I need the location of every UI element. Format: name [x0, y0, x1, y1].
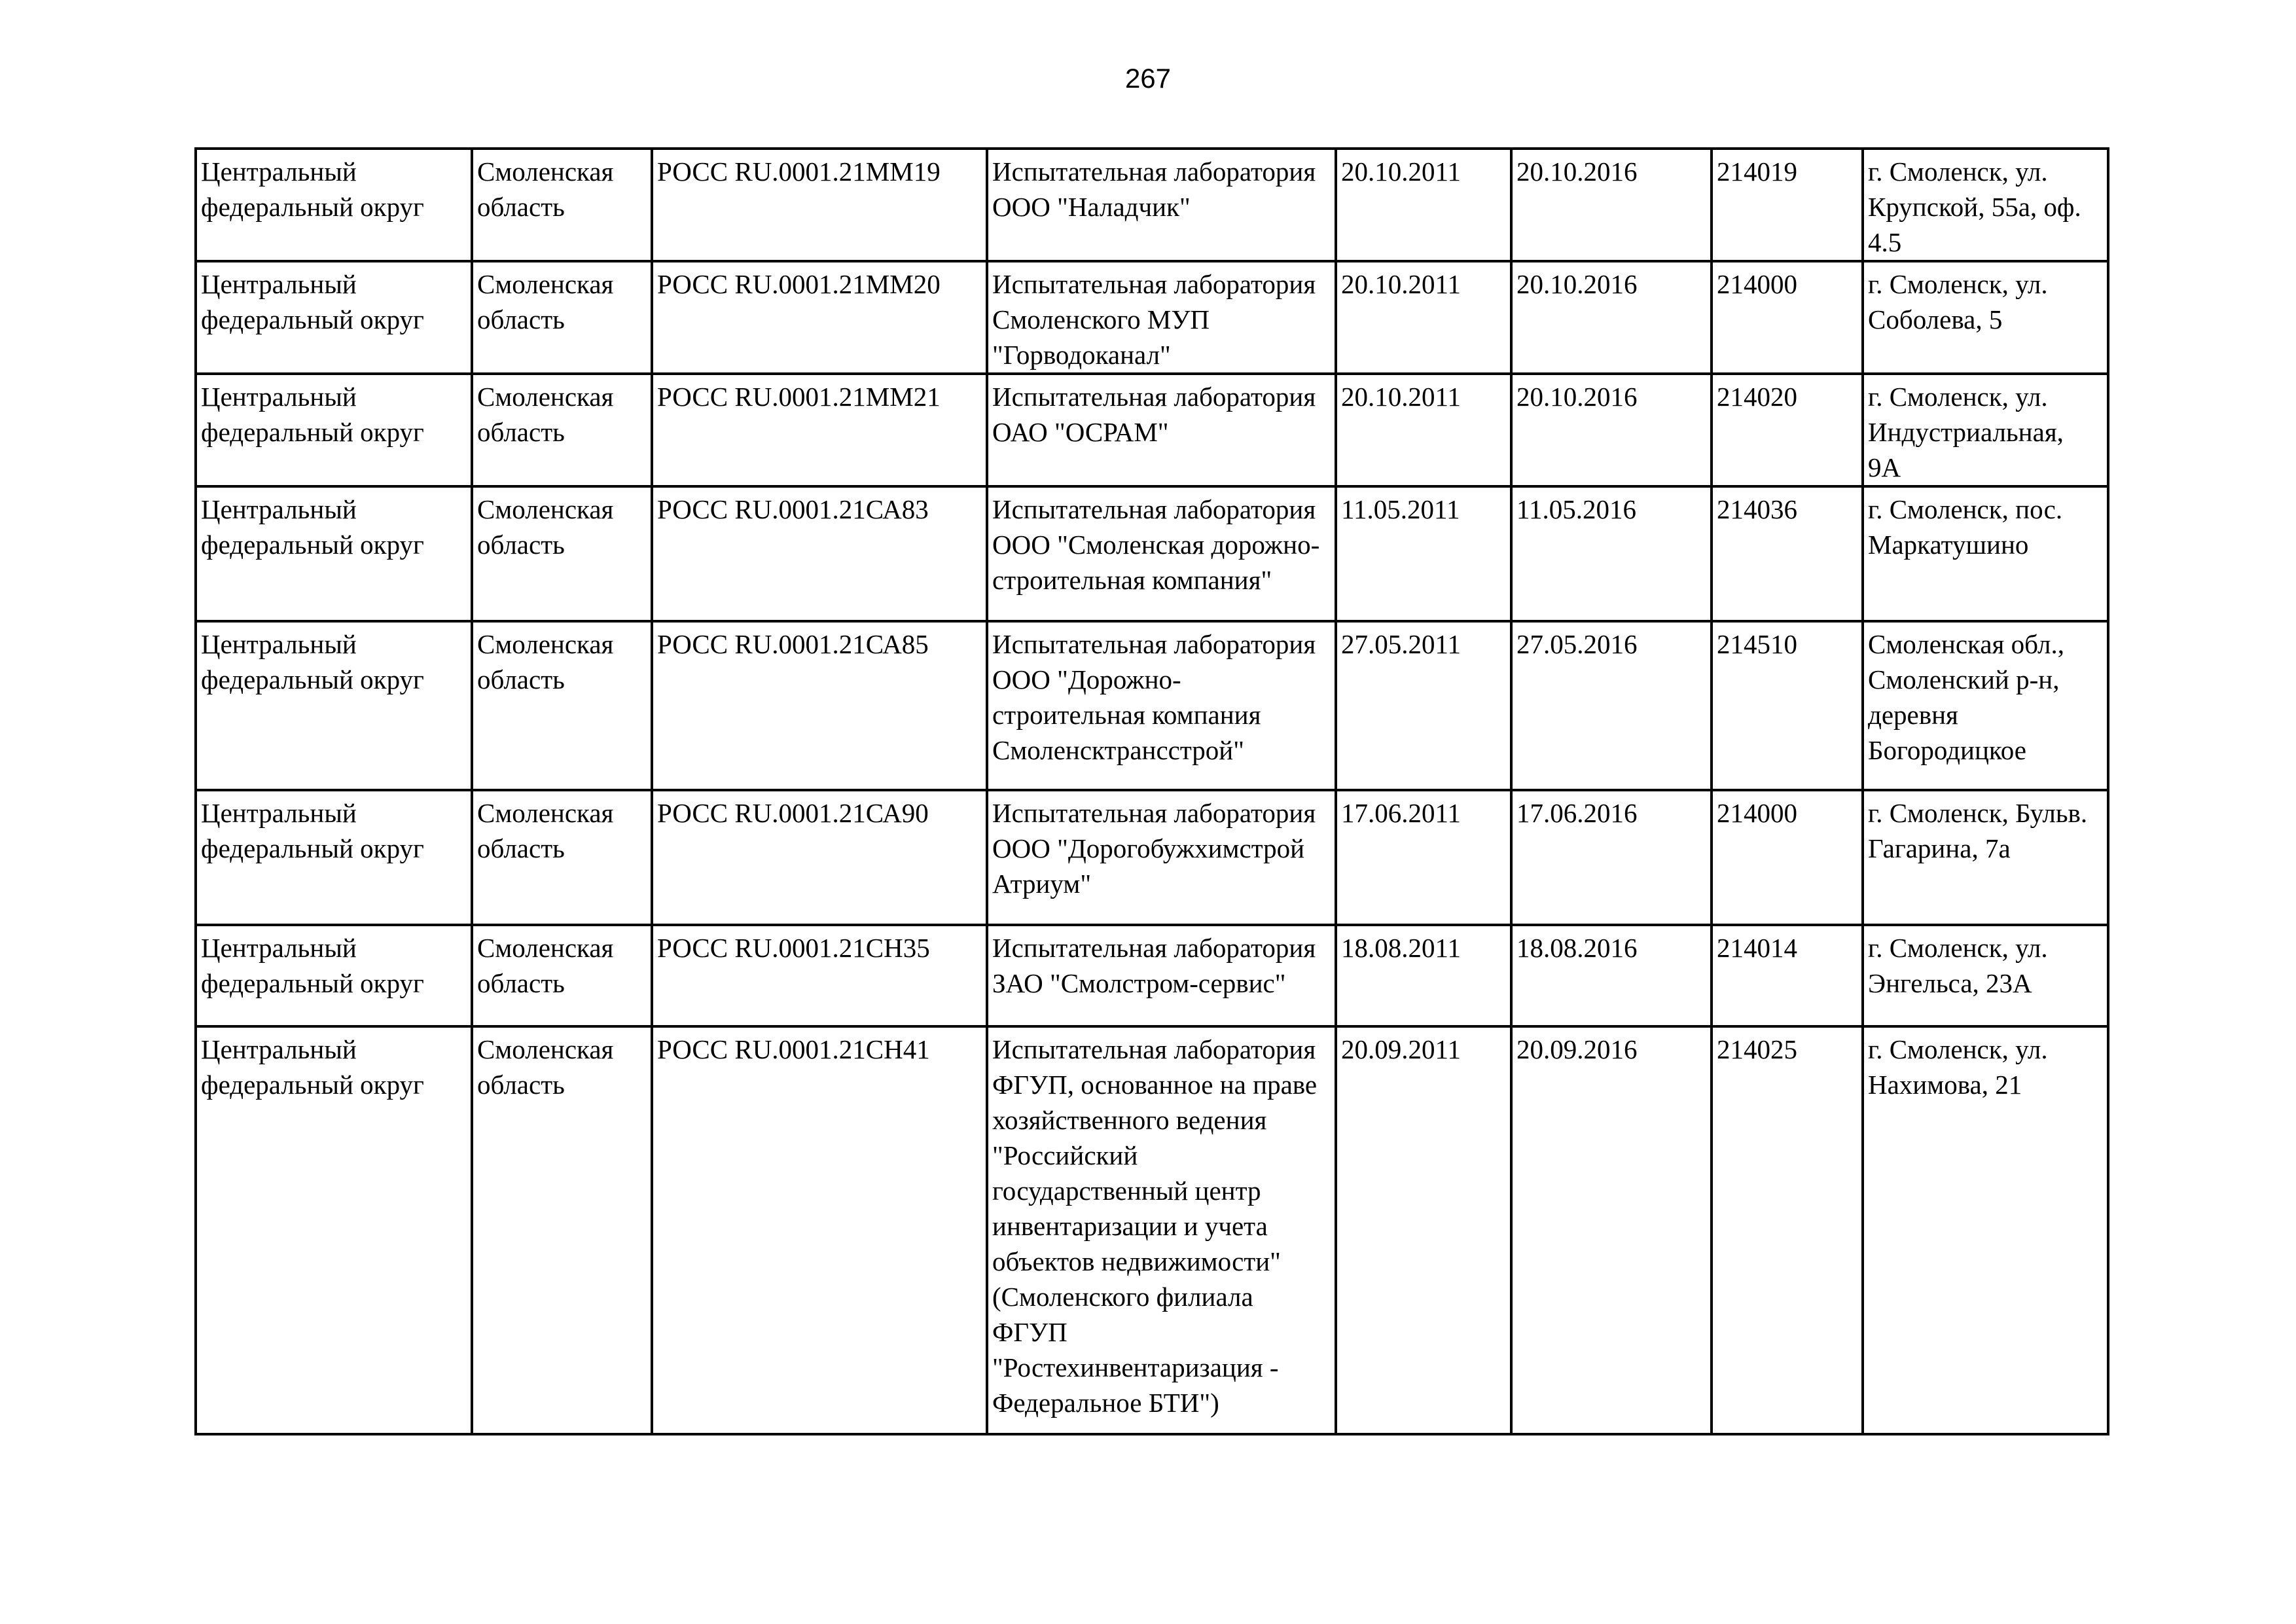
- table-row: [196, 149, 2108, 261]
- date-start-cell: 27.05.2011: [1336, 621, 1511, 790]
- table-row: [196, 486, 2108, 621]
- address-cell: г. Смоленск, ул. Индустриальная, 9А: [1863, 374, 2108, 486]
- district-cell: Центральный федеральный округ: [196, 261, 472, 374]
- address-cell: г. Смоленск, ул. Нахимова, 21: [1863, 1026, 2108, 1434]
- date-end-cell: 11.05.2016: [1511, 486, 1712, 621]
- organization-cell: Испытательная лаборатория Смоленского МУП "Горводоканал": [987, 261, 1336, 374]
- date-end-cell: 20.10.2016: [1511, 149, 1712, 261]
- reg-number-cell: РОСС RU.0001.21ММ19: [652, 149, 987, 261]
- table-row: [196, 1026, 2108, 1434]
- address-cell: Смоленская обл., Смоленский р-н, деревня Богородицкое: [1863, 621, 2108, 790]
- table-row: [196, 790, 2108, 925]
- reg-number-cell: РОСС RU.0001.21СН41: [652, 1026, 987, 1434]
- organization-cell: Испытательная лаборатория ФГУП, основанное на праве хозяйственного ведения "Российский государственный центр инвентаризации и учета объектов недвижимости" (Смоленского филиала ФГУП "Ростехинвентаризация - Федеральное БТИ"): [987, 1026, 1336, 1434]
- address-cell: г. Смоленск, ул. Крупской, 55а, оф. 4.5: [1863, 149, 2108, 261]
- organization-cell: Испытательная лаборатория ОАО "ОСРАМ": [987, 374, 1336, 486]
- address-cell: г. Смоленск, Бульв. Гагарина, 7а: [1863, 790, 2108, 925]
- district-cell: Центральный федеральный округ: [196, 1026, 472, 1434]
- postal-code-cell: 214000: [1712, 790, 1863, 925]
- district-cell: Центральный федеральный округ: [196, 486, 472, 621]
- laboratory-registry-table: [194, 147, 2109, 1435]
- reg-number-cell: РОСС RU.0001.21СН35: [652, 925, 987, 1026]
- date-start-cell: 20.10.2011: [1336, 149, 1511, 261]
- postal-code-cell: 214000: [1712, 261, 1863, 374]
- region-cell: Смоленская область: [472, 149, 652, 261]
- address-cell: г. Смоленск, ул. Соболева, 5: [1863, 261, 2108, 374]
- district-cell: Центральный федеральный округ: [196, 149, 472, 261]
- date-start-cell: 20.09.2011: [1336, 1026, 1511, 1434]
- postal-code-cell: 214025: [1712, 1026, 1863, 1434]
- table-row: [196, 374, 2108, 486]
- reg-number-cell: РОСС RU.0001.21СА83: [652, 486, 987, 621]
- address-cell: г. Смоленск, ул. Энгельса, 23А: [1863, 925, 2108, 1026]
- date-end-cell: 18.08.2016: [1511, 925, 1712, 1026]
- organization-cell: Испытательная лаборатория ООО "Дорогобужхимстрой Атриум": [987, 790, 1336, 925]
- region-cell: Смоленская область: [472, 790, 652, 925]
- reg-number-cell: РОСС RU.0001.21ММ20: [652, 261, 987, 374]
- organization-cell: Испытательная лаборатория ЗАО "Смолстром-сервис": [987, 925, 1336, 1026]
- postal-code-cell: 214510: [1712, 621, 1863, 790]
- region-cell: Смоленская область: [472, 374, 652, 486]
- region-cell: Смоленская область: [472, 1026, 652, 1434]
- postal-code-cell: 214020: [1712, 374, 1863, 486]
- postal-code-cell: 214036: [1712, 486, 1863, 621]
- table-row: [196, 925, 2108, 1026]
- district-cell: Центральный федеральный округ: [196, 374, 472, 486]
- district-cell: Центральный федеральный округ: [196, 925, 472, 1026]
- address-cell: г. Смоленск, пос. Маркатушино: [1863, 486, 2108, 621]
- organization-cell: Испытательная лаборатория ООО "Дорожно-строительная компания Смоленсктрансстрой": [987, 621, 1336, 790]
- date-end-cell: 20.10.2016: [1511, 261, 1712, 374]
- date-start-cell: 17.06.2011: [1336, 790, 1511, 925]
- region-cell: Смоленская область: [472, 925, 652, 1026]
- reg-number-cell: РОСС RU.0001.21СА85: [652, 621, 987, 790]
- region-cell: Смоленская область: [472, 621, 652, 790]
- date-start-cell: 20.10.2011: [1336, 261, 1511, 374]
- postal-code-cell: 214014: [1712, 925, 1863, 1026]
- table-row: [196, 621, 2108, 790]
- reg-number-cell: РОСС RU.0001.21СА90: [652, 790, 987, 925]
- organization-cell: Испытательная лаборатория ООО "Смоленская дорожно-строительная компания": [987, 486, 1336, 621]
- reg-number-cell: РОСС RU.0001.21ММ21: [652, 374, 987, 486]
- date-end-cell: 20.10.2016: [1511, 374, 1712, 486]
- date-end-cell: 20.09.2016: [1511, 1026, 1712, 1434]
- district-cell: Центральный федеральный округ: [196, 621, 472, 790]
- region-cell: Смоленская область: [472, 261, 652, 374]
- date-start-cell: 18.08.2011: [1336, 925, 1511, 1026]
- page-number: 267: [1124, 63, 1172, 94]
- table-row: [196, 261, 2108, 374]
- date-end-cell: 17.06.2016: [1511, 790, 1712, 925]
- district-cell: Центральный федеральный округ: [196, 790, 472, 925]
- organization-cell: Испытательная лаборатория ООО "Наладчик": [987, 149, 1336, 261]
- region-cell: Смоленская область: [472, 486, 652, 621]
- postal-code-cell: 214019: [1712, 149, 1863, 261]
- date-end-cell: 27.05.2016: [1511, 621, 1712, 790]
- date-start-cell: 20.10.2011: [1336, 374, 1511, 486]
- date-start-cell: 11.05.2011: [1336, 486, 1511, 621]
